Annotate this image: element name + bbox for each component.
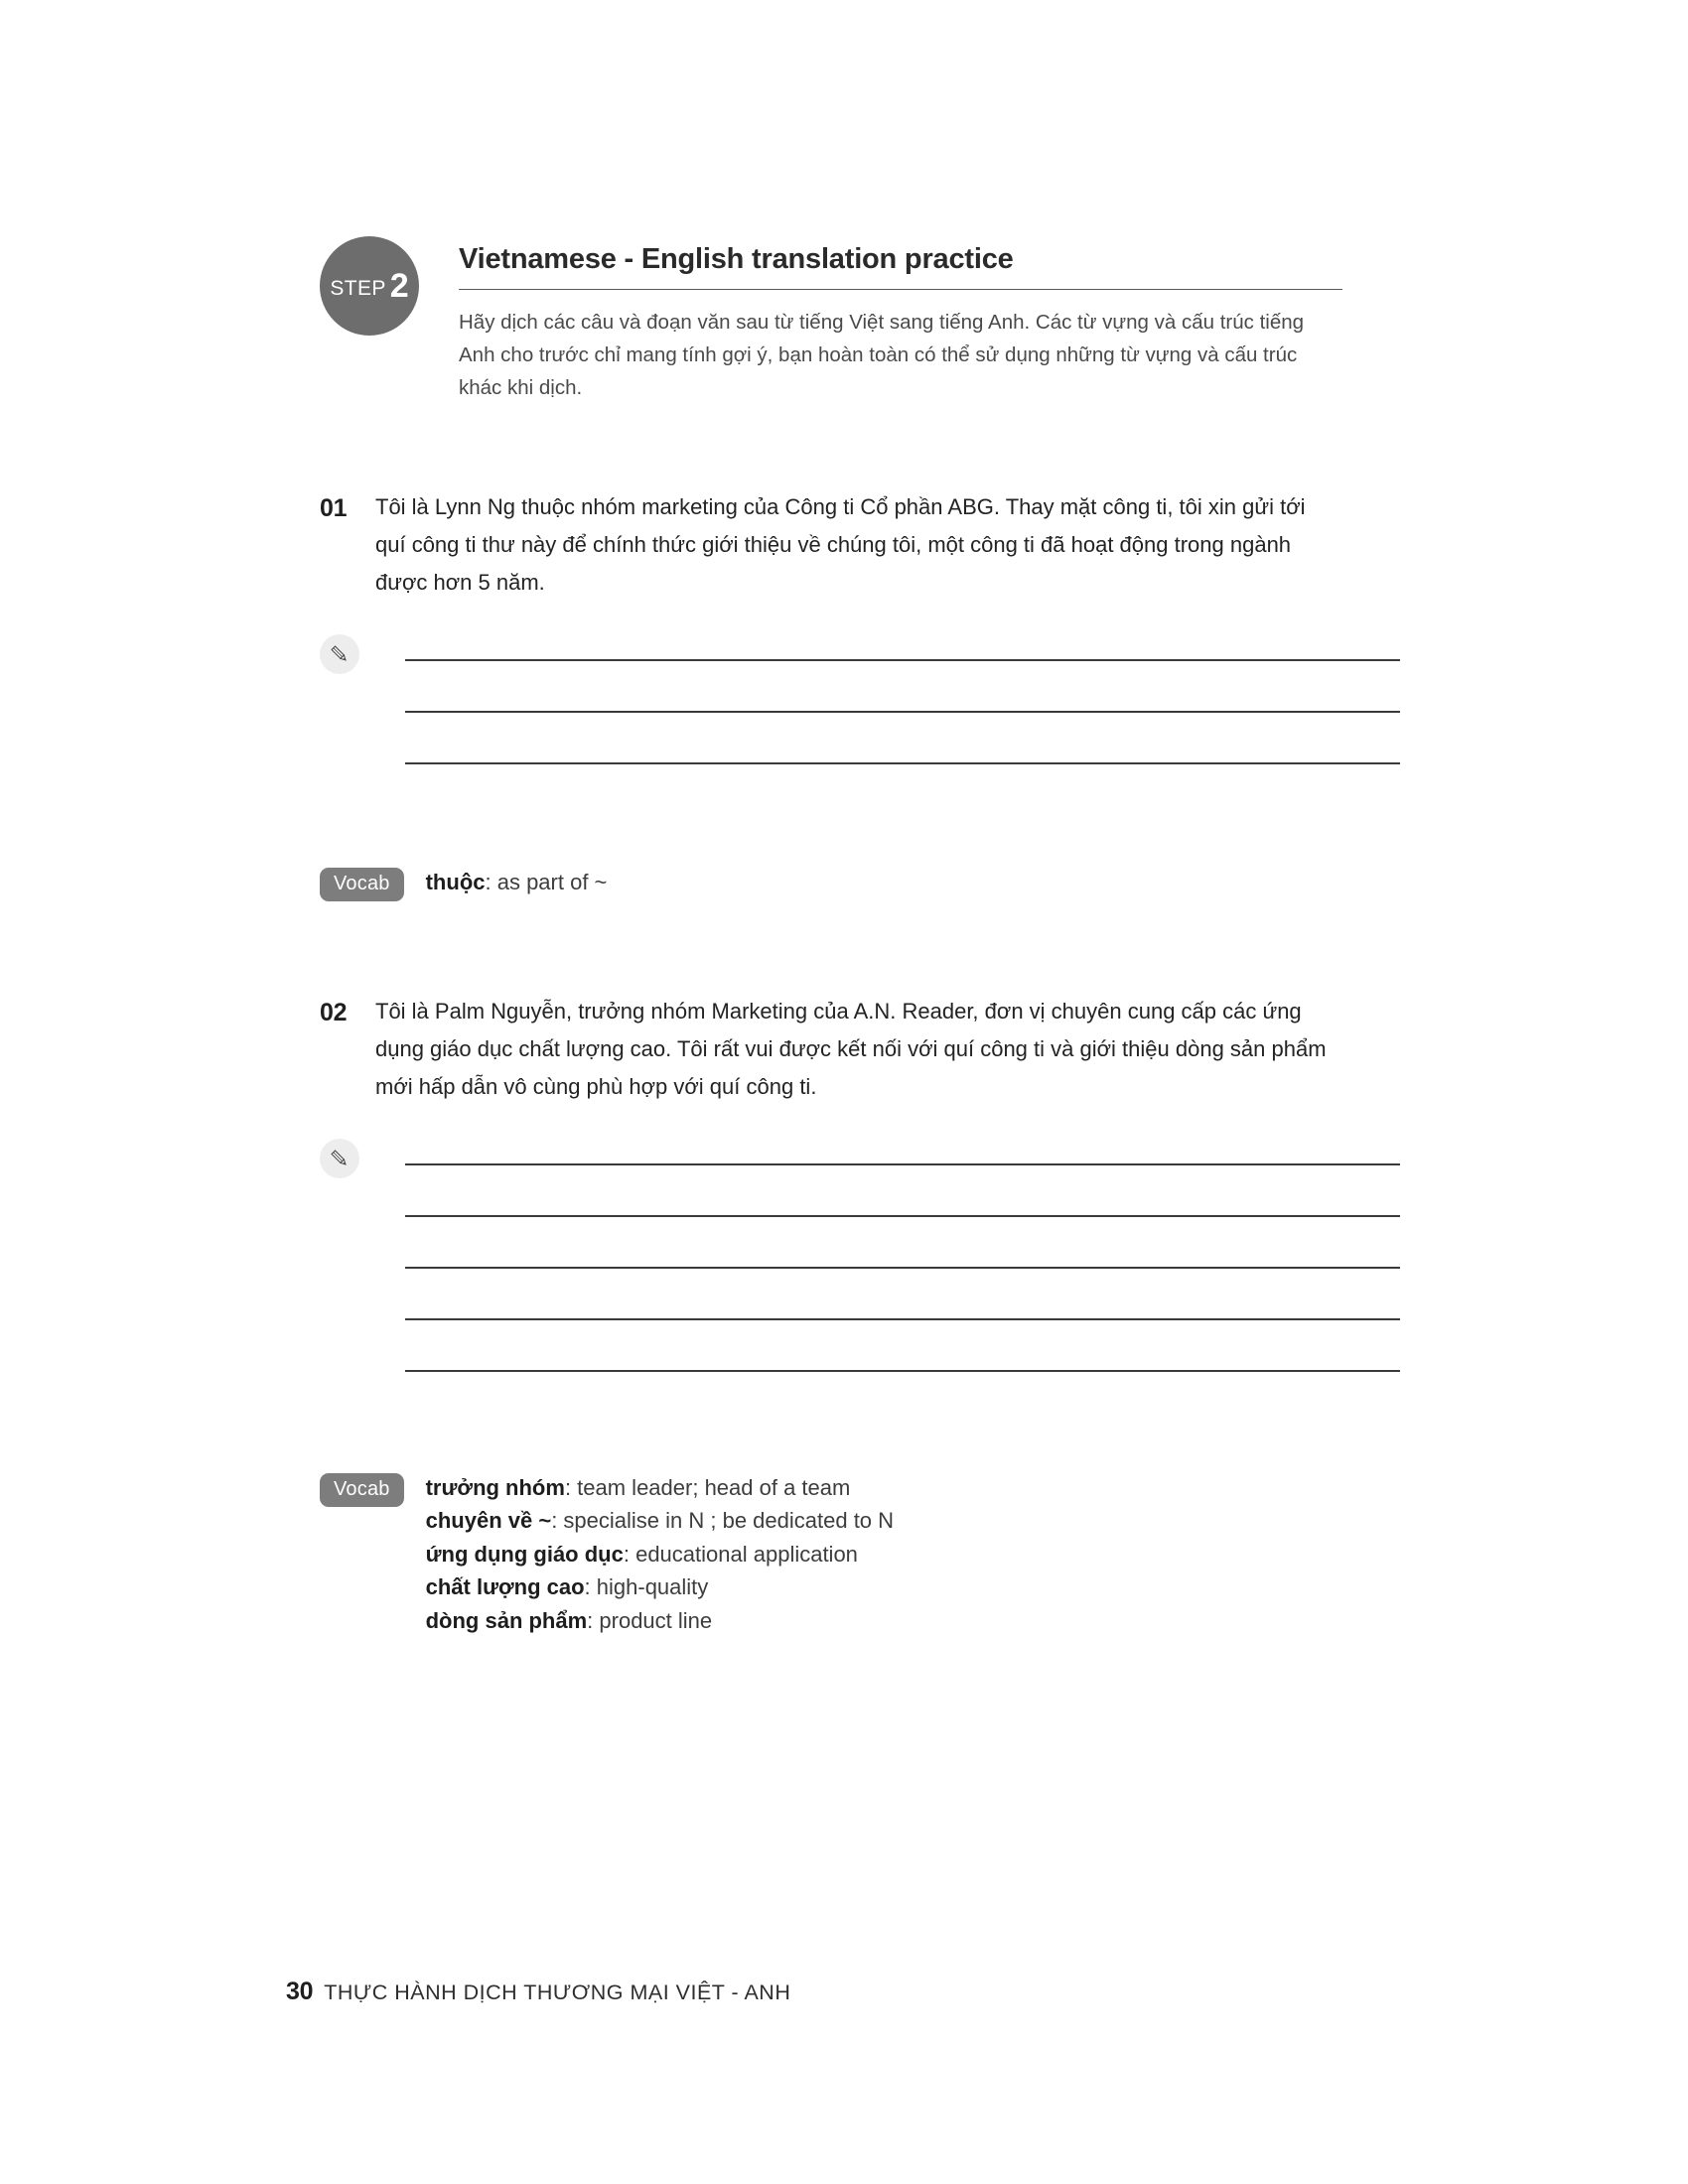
exercise-01-number: 01 bbox=[320, 494, 348, 522]
pencil-icon bbox=[320, 1139, 359, 1178]
vocab-definition: : high-quality bbox=[584, 1574, 709, 1600]
exercise-01-prompt-row bbox=[320, 488, 1357, 601]
exercise-01-answer-lines[interactable] bbox=[405, 634, 1357, 764]
answer-line[interactable] bbox=[405, 659, 1400, 661]
answer-line[interactable] bbox=[405, 1267, 1400, 1269]
exercise-01-answer-area[interactable] bbox=[320, 634, 1357, 764]
header-description bbox=[459, 306, 1333, 405]
vocab-term: dòng sản phẩm bbox=[425, 1607, 588, 1633]
vocab-badge: Vocab bbox=[320, 1473, 404, 1507]
vocab-item bbox=[426, 1604, 894, 1637]
answer-line[interactable] bbox=[405, 762, 1400, 764]
exercise-01-text bbox=[375, 488, 1334, 601]
vocab-definition: : educational application bbox=[623, 1541, 858, 1567]
vocab-definition: : team leader; head of a team bbox=[564, 1475, 851, 1500]
answer-line[interactable] bbox=[405, 711, 1400, 713]
vocab-item bbox=[426, 1570, 894, 1603]
vocab-item bbox=[426, 1538, 894, 1570]
exercise-02-prompt-row bbox=[320, 993, 1357, 1105]
vocab-badge: Vocab bbox=[320, 868, 404, 901]
exercise-02-prompt: Tôi là Palm Nguyễn, trưởng nhóm Marketing của A.N. Reader, đơn vị chuyên cung cấp các ứng dụng giáo dục chất lượng cao. Tôi rất vui được kết nối với quí công ti và giới thiệu dòng sản phẩm mới hấp dẫn vô cùng phù hợp với quí công ti. bbox=[375, 999, 1327, 1099]
header-body bbox=[459, 236, 1352, 404]
step-header bbox=[320, 236, 1352, 404]
vocab-items-02 bbox=[426, 1471, 894, 1637]
header-description-text: Hãy dịch các câu và đoạn văn sau từ tiếng Việt sang tiếng Anh. Các từ vựng và cấu trúc tiếng Anh cho trước chỉ mang tính gợi ý, bạn hoàn toàn có thể sử dụng những từ vựng và cấu trúc khác khi dịch. bbox=[459, 310, 1305, 400]
exercise-02-answer-area[interactable] bbox=[320, 1139, 1357, 1372]
answer-line[interactable] bbox=[405, 1318, 1400, 1320]
exercise-02-answer-lines[interactable] bbox=[405, 1139, 1357, 1372]
footer-book-title: THỰC HÀNH DỊCH THƯƠNG MẠI VIỆT - ANH bbox=[324, 1980, 791, 2004]
answer-line[interactable] bbox=[405, 1163, 1400, 1165]
step-badge bbox=[320, 236, 419, 336]
page-footer bbox=[286, 1978, 790, 2006]
vocab-term: ứng dụng giáo dục bbox=[425, 1541, 624, 1567]
vocab-item bbox=[426, 1504, 894, 1537]
vocab-item bbox=[426, 1471, 894, 1504]
exercise-01 bbox=[320, 488, 1357, 764]
vocab-term: chất lượng cao bbox=[425, 1574, 585, 1600]
vocab-items-01 bbox=[426, 866, 608, 898]
vocab-term: thuộc bbox=[425, 870, 486, 894]
answer-line[interactable] bbox=[405, 1215, 1400, 1217]
exercise-01-prompt: Tôi là Lynn Ng thuộc nhóm marketing của Công ti Cổ phần ABG. Thay mặt công ti, tôi xin gửi tới quí công ti thư này để chính thức giới thiệu về chúng tôi, một công ti đã hoạt động trong ngành được hơn 5 năm. bbox=[375, 494, 1306, 595]
step-badge-number: 2 bbox=[389, 267, 409, 305]
footer-page-number: 30 bbox=[286, 1978, 314, 2005]
vocab-definition: : as part of ~ bbox=[485, 870, 608, 894]
title-divider bbox=[459, 289, 1342, 290]
exercise-02-number: 02 bbox=[320, 999, 348, 1026]
vocab-block-01 bbox=[320, 866, 607, 901]
exercise-02 bbox=[320, 993, 1357, 1372]
vocab-definition: : product line bbox=[587, 1607, 713, 1633]
vocab-definition: : specialise in N ; be dedicated to N bbox=[551, 1508, 895, 1534]
pencil-icon bbox=[320, 634, 359, 674]
vocab-term: trưởng nhóm bbox=[425, 1475, 565, 1500]
step-badge-label: STEP bbox=[330, 276, 386, 300]
vocab-item bbox=[426, 866, 608, 898]
vocab-block-02 bbox=[320, 1471, 894, 1637]
page-title: Vietnamese - English translation practice bbox=[459, 243, 1014, 275]
answer-line[interactable] bbox=[405, 1370, 1400, 1372]
vocab-term: chuyên về ~ bbox=[425, 1508, 552, 1534]
exercise-02-text bbox=[375, 993, 1334, 1105]
